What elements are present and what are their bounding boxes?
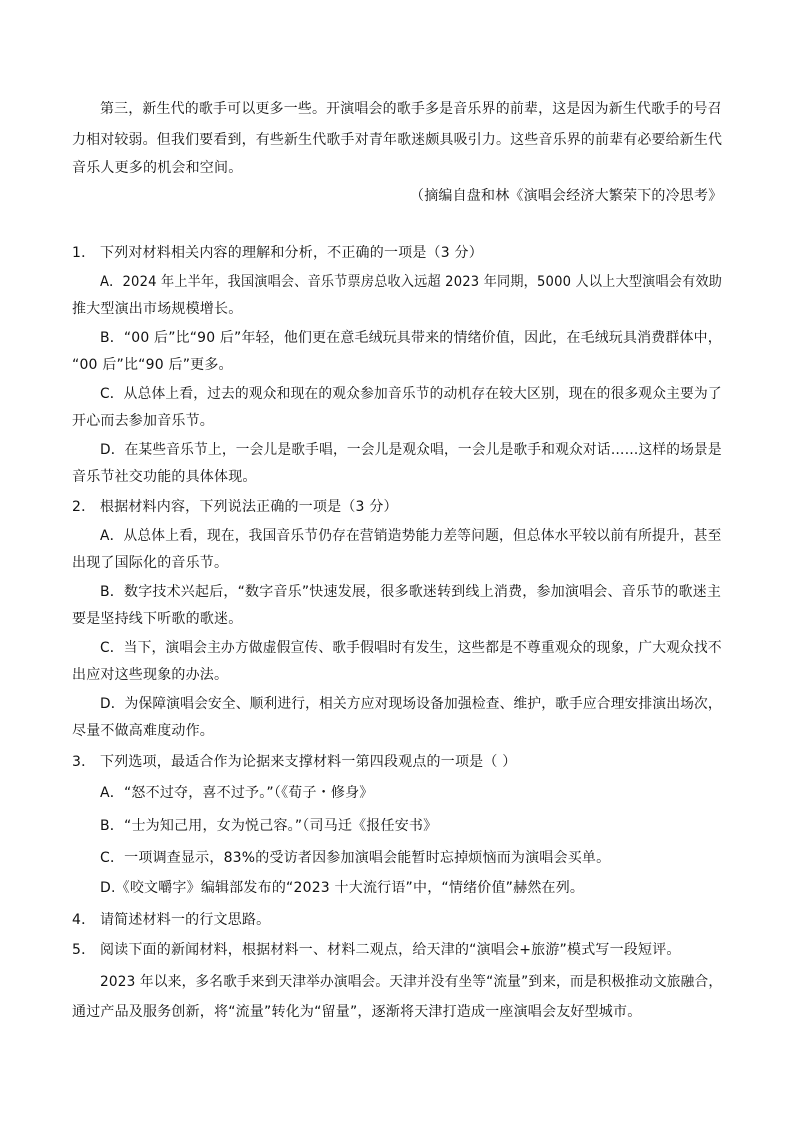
option-line: 要是坚持线下听歌的歌迷。 — [72, 611, 243, 627]
option-line: B．“00 后”比“90 后”年轻，他们更在意毛绒玩具带来的情绪价值，因此，在毛绒玩具消费群体中， — [100, 330, 722, 346]
option-line: D.《咬文嚼字》编辑部发布的“2023 十大流行语”中，“情绪价值”赫然在列。 — [100, 880, 585, 896]
option-line: 开心而去参加音乐节。 — [72, 413, 214, 429]
option-line: A．“怒不过夺，喜不过予。”（《荀子・修身》 — [100, 785, 374, 801]
question-stem: 5． 阅读下面的新闻材料，根据材料一、材料二观点，给天津的“演唱会+旅游”模式写一段短评。 — [72, 942, 681, 958]
option-line: 尽量不做高难度动作。 — [72, 723, 214, 739]
option-line: B．“士为知己用，女为悦己容。”（司马迁《报任安书》 — [100, 818, 438, 834]
option-line: A．2024 年上半年，我国演唱会、音乐节票房总收入远超 2023 年同期，5000 人以上大型演唱会有效助 — [100, 274, 723, 290]
news-line: 通过产品及服务创新，将“流量”转化为“留量”，逐渐将天津打造成一座演唱会友好型城市。 — [72, 1004, 642, 1020]
option-line: A．从总体上看，现在，我国音乐节仍存在营销造势能力差等问题，但总体水平较以前有所提升，甚至 — [100, 528, 722, 544]
option-line: C．从总体上看，过去的观众和现在的观众参加音乐节的动机存在较大区别，现在的很多观众主要为了 — [100, 386, 722, 402]
news-line: 2023 年以来，多名歌手来到天津举办演唱会。天津并没有坐等“流量”到来，而是积极推动文旅融合， — [100, 974, 723, 990]
option-line: C．一项调查显示，83%的受访者因参加演唱会能暂时忘掉烦恼而为演唱会买单。 — [100, 850, 611, 866]
option-line: “00 后”比“90 后”更多。 — [72, 357, 233, 373]
passage-source: （摘编自盘和林《演唱会经济大繁荣下的冷思考》 — [410, 188, 723, 204]
question-stem: 4． 请简述材料一的行文思路。 — [72, 912, 271, 928]
option-line: B．数字技术兴起后，“数字音乐”快速发展，很多歌迷转到线上消费，参加演唱会、音乐节的歌迷主 — [100, 584, 722, 600]
passage-line: 力相对较弱。但我们要看到，有些新生代歌手对青年歌迷颇具吸引力。这些音乐界的前辈有必要给新生代 — [72, 132, 723, 148]
question-stem: 2． 根据材料内容，下列说法正确的一项是（3 分） — [72, 499, 398, 515]
option-line: D．在某些音乐节上，一会儿是歌手唱，一会儿是观众唱，一会儿是歌手和观众对话……这样的场景是 — [100, 442, 722, 458]
passage-line: 第三，新生代的歌手可以更多一些。开演唱会的歌手多是音乐界的前辈，这是因为新生代歌手的号召 — [100, 101, 722, 117]
question-stem: 1． 下列对材料相关内容的理解和分析，不正确的一项是（3 分） — [72, 245, 483, 261]
passage-line: 音乐人更多的机会和空间。 — [72, 160, 243, 176]
option-line: 推大型演出市场规模增长。 — [72, 301, 243, 317]
option-line: 出应对这些现象的办法。 — [72, 667, 229, 683]
option-line: D．为保障演唱会安全、顺利进行，相关方应对现场设备加强检查、维护，歌手应合理安排演出场次， — [100, 696, 722, 712]
question-stem: 3． 下列选项，最适合作为论据来支撑材料一第四段观点的一项是（ ） — [72, 754, 517, 770]
option-line: C．当下，演唱会主办方做虚假宣传、歌手假唱时有发生，这些都是不尊重观众的现象，广大观众找不 — [100, 640, 722, 656]
option-line: 音乐节社交功能的具体体现。 — [72, 469, 257, 485]
option-line: 出现了国际化的音乐节。 — [72, 555, 229, 571]
